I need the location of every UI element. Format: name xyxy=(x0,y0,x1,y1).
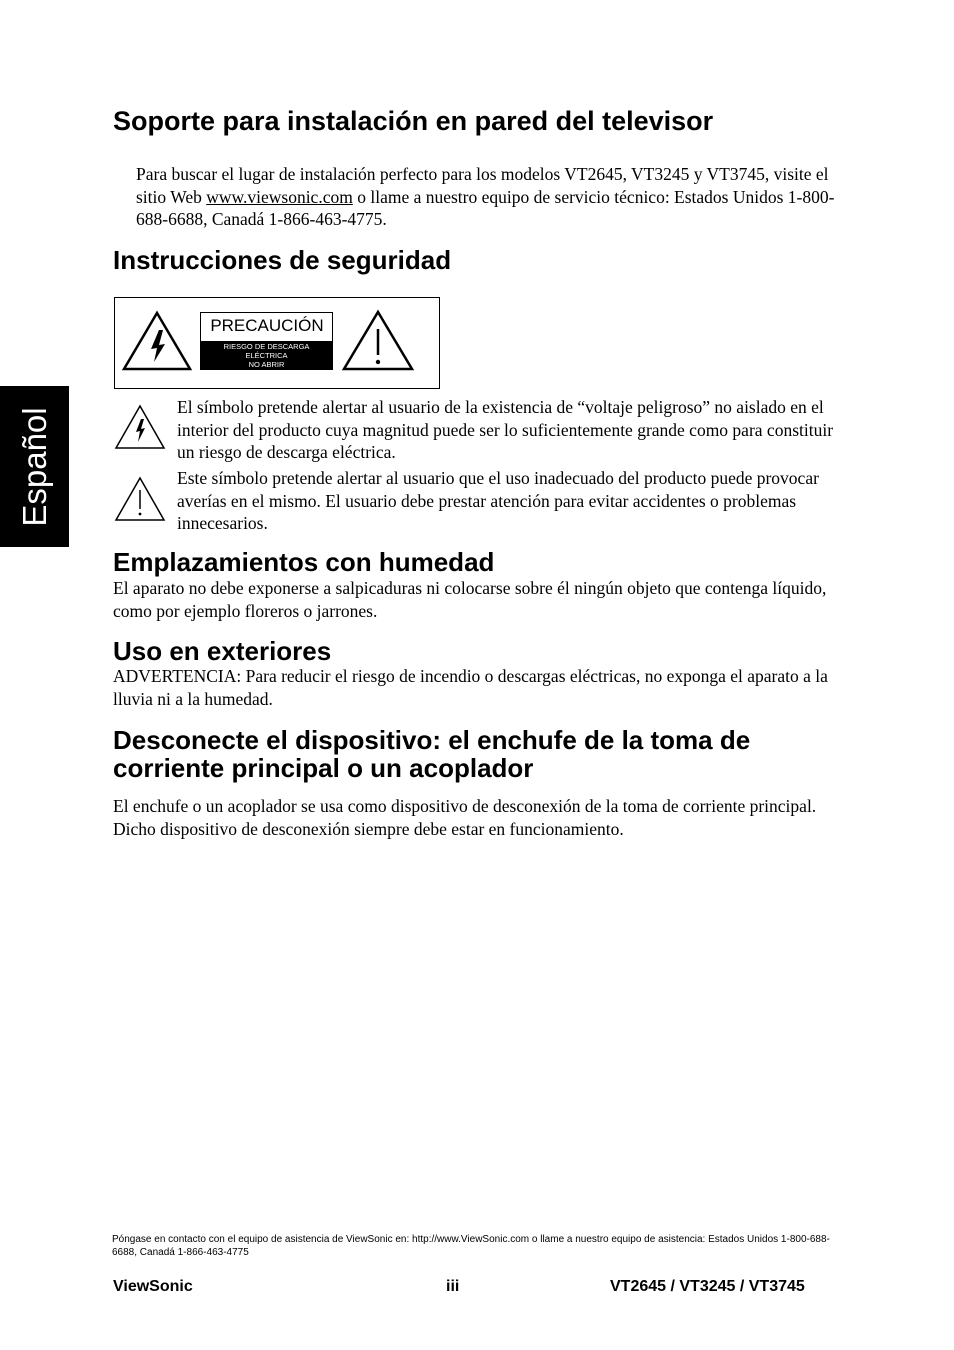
disconnect-heading: Desconecte el dispositivo: el enchufe de la toma de corriente principal o un acoplador xyxy=(113,725,751,783)
lightning-warning-icon xyxy=(113,403,167,451)
caution-label xyxy=(200,312,333,370)
disconnect-paragraph: El enchufe o un acoplador se usa como dispositivo de desconexión de la toma de corriente principal. Dicho dispositivo de desconexión siempre debe estar en funcionamiento. xyxy=(113,796,817,839)
wall-mount-text-after: o llame a nuestro equipo de servicio técnico: Estados Unidos 1-800-688-6688, Canadá 1-866-463-4775. xyxy=(136,186,835,229)
caution-strip xyxy=(201,341,332,369)
safety-heading: Instrucciones de seguridad xyxy=(113,245,452,275)
wall-mount-text-before: Para buscar el lugar de instalación perfecto para los modelos VT2645, VT3245 y VT3745, visite el sitio Web xyxy=(136,164,829,207)
exclamation-warning-icon xyxy=(113,475,167,523)
lightning-description: El símbolo pretende alertar al usuario de la existencia de “voltaje peligroso” no aislado en el interior del producto cuya magnitud puede ser lo suficientemente grande como para constituir un riesgo de descarga eléctrica. xyxy=(177,397,834,462)
language-side-tab xyxy=(0,386,69,547)
page-number: iii xyxy=(446,1278,460,1295)
outdoor-heading: Uso en exteriores xyxy=(113,636,332,666)
viewsonic-link[interactable]: www.viewsonic.com xyxy=(206,186,353,207)
footer-contact-note: Póngase en contacto con el equipo de asistencia de ViewSonic en: http://www.ViewSonic.com o llame a nuestro equipo de asistencia: Estados Unidos 1-800-688-6688, Canadá 1-866-463-4775 xyxy=(112,1234,830,1258)
lightning-triangle-icon xyxy=(121,310,193,372)
exclamation-triangle-icon xyxy=(341,309,415,372)
footer-models: VT2645 / VT3245 / VT3745 xyxy=(610,1278,805,1295)
caution-title: PRECAUCIÓN xyxy=(210,316,324,335)
humidity-heading: Emplazamientos con humedad xyxy=(113,547,495,577)
exclamation-description: Este símbolo pretende alertar al usuario que el uso inadecuado del producto puede provocar averías en el mismo. El usuario debe prestar atención para evitar accidentes o problemas innecesarios. xyxy=(177,468,819,533)
wall-mount-paragraph xyxy=(136,163,841,231)
caution-line-1: RIESGO DE DESCARGA xyxy=(223,342,310,351)
caution-line-3: NO ABRIR xyxy=(248,360,285,369)
outdoor-paragraph: ADVERTENCIA: Para reducir el riesgo de incendio o descargas eléctricas, no exponga el aparato a la lluvia ni a la humedad. xyxy=(113,666,828,709)
footer-brand: ViewSonic xyxy=(113,1278,193,1295)
caution-line-2: ELÉCTRICA xyxy=(245,351,288,360)
wall-mount-heading: Soporte para instalación en pared del televisor xyxy=(113,106,714,136)
humidity-paragraph: El aparato no debe exponerse a salpicaduras ni colocarse sobre él ningún objeto que contenga líquido, como por ejemplo floreros o jarrones. xyxy=(113,578,827,621)
language-label: Español xyxy=(15,406,53,527)
